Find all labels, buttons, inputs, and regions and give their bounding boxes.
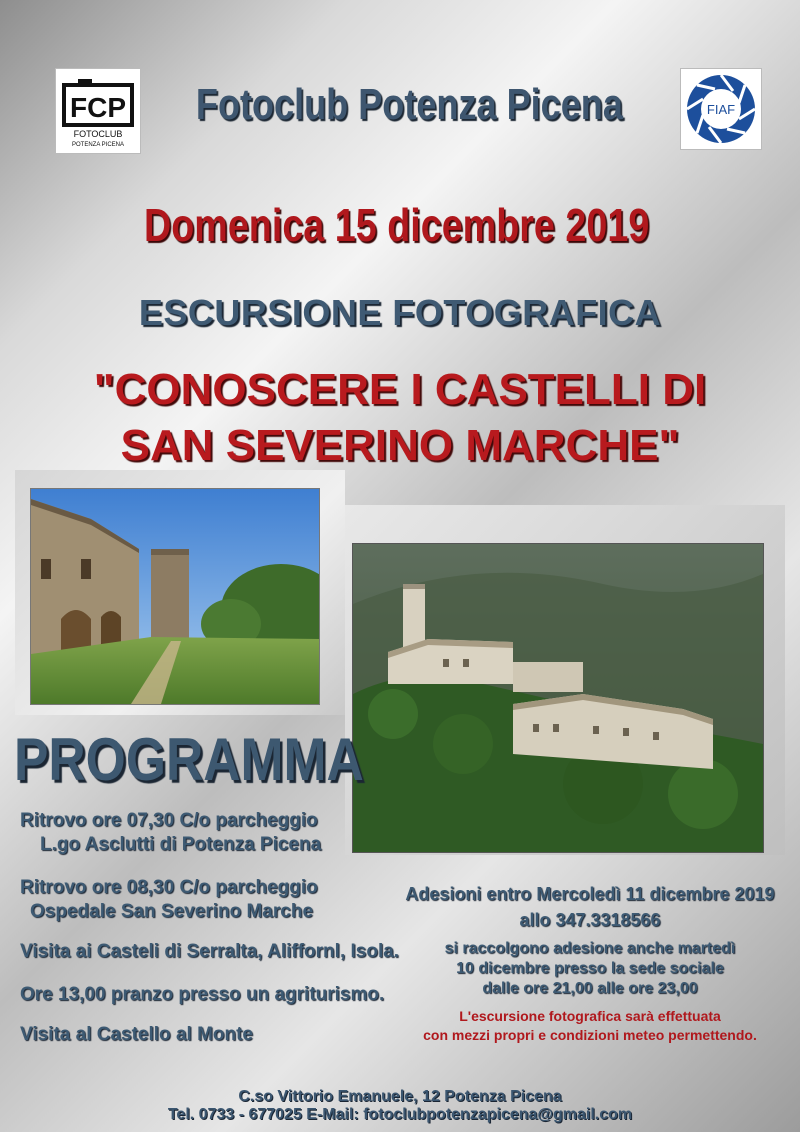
- fotoclub-logo: [55, 68, 141, 154]
- programma-item-5: Visita al Castello al Monte: [20, 1024, 254, 1045]
- weather-note-line1: L'escursione fotografica sarà effettuata: [459, 1008, 721, 1024]
- event-title: [40, 362, 760, 474]
- programma-item-1-line1: Ritrovo ore 07,30 C/o parcheggio: [20, 810, 318, 831]
- event-title-line1: "CONOSCERE I CASTELLI DI: [93, 365, 707, 414]
- adesioni-info-1: si raccolgono adesione anche martedì: [444, 940, 736, 957]
- fiaf-logo: [680, 68, 762, 150]
- castle-courtyard-photo: [30, 488, 320, 705]
- programma-heading: PROGRAMMA: [14, 726, 364, 793]
- castle-al-monte-photo: [352, 543, 764, 853]
- event-type: ESCURSIONE FOTOGRAFICA: [138, 292, 662, 333]
- programma-item-2-line1: Ritrovo ore 08,30 C/o parcheggio: [20, 877, 318, 898]
- adesioni-phone: allo 347.3318566: [519, 910, 661, 930]
- adesioni-info-2: 10 dicembre presso la sede sociale: [456, 960, 724, 977]
- programma-item-1-line2: L.go Asclutti di Potenza Picena: [40, 834, 322, 855]
- logo-sub2: POTENZA PICENA: [71, 142, 125, 148]
- programma-item-4: Ore 13,00 pranzo presso un agriturismo.: [20, 984, 385, 1005]
- footer-address: C.so Vittorio Emanuele, 12 Potenza Picena: [238, 1088, 562, 1105]
- fiaf-letters: FIAF: [706, 102, 736, 117]
- footer-contacts: Tel. 0733 - 677025 E-Mail: fotoclubpotenzapicena@gmail.com: [167, 1106, 633, 1123]
- programma-item-3: Visita ai Casteli di Serralta, Aliffornl, Isola.: [20, 941, 400, 962]
- logo-letters: FCP: [70, 92, 126, 123]
- aperture-icon: [681, 69, 761, 149]
- adesioni-deadline: Adesioni entro Mercoledì 11 dicembre 2019: [405, 884, 775, 904]
- adesioni-info-3: dalle ore 21,00 alle ore 23,00: [482, 980, 698, 997]
- club-title: Fotoclub Potenza Picena: [195, 80, 623, 129]
- event-title-line2: SAN SEVERINO MARCHE": [120, 421, 680, 470]
- camera-logo-icon: [56, 69, 140, 153]
- event-date: Domenica 15 dicembre 2019: [144, 199, 650, 251]
- programma-item-2-line2: Ospedale San Severino Marche: [30, 901, 314, 922]
- logo-sub1: FOTOCLUB: [73, 129, 123, 139]
- weather-note-line2: con mezzi propri e condizioni meteo permettendo.: [423, 1027, 757, 1043]
